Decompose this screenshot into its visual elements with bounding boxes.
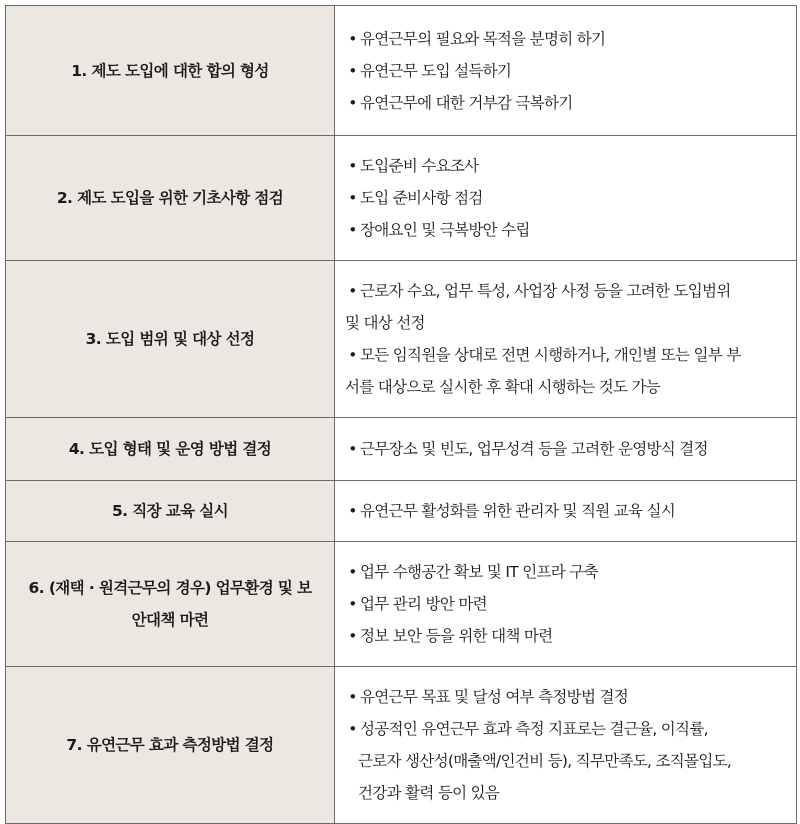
- table-row: [6, 6, 797, 136]
- step-cell: 2. 제도 도입을 위한 기초사항 점검: [6, 136, 335, 261]
- flexible-work-steps-table: [5, 5, 797, 824]
- list-item: • 유연근무의 필요와 목적을 분명히 하기: [348, 29, 606, 48]
- list-item: • 정보 보안 등을 위한 대책 마련: [348, 627, 553, 645]
- list-item: • 유연근무에 대한 거부감 극복하기: [348, 93, 573, 112]
- description-cell: [335, 261, 797, 418]
- list-item: • 모든 임직원을 상대로 전면 시행하거나, 개인별 또는 일부 부: [348, 346, 741, 364]
- description-cell: [335, 542, 797, 667]
- list-item: • 유연근무 도입 설득하기: [348, 61, 512, 80]
- list-item: • 근로자 수요, 업무 특성, 사업장 사정 등을 고려한 도입범위: [348, 282, 731, 300]
- step-line: 6. (재택 · 원격근무의 경우) 업무환경 및 보: [28, 579, 312, 597]
- table-row: [6, 667, 797, 824]
- table-row: [6, 136, 797, 261]
- description-cell: [335, 6, 797, 136]
- table-row: [6, 542, 797, 667]
- description-cell: [335, 667, 797, 824]
- step-cell: 7. 유연근무 효과 측정방법 결정: [6, 667, 335, 824]
- list-item: • 도입준비 수요조사: [348, 157, 479, 175]
- list-item-continuation: 건강과 활력 등이 있음: [358, 784, 500, 802]
- step-cell: 5. 직장 교육 실시: [6, 481, 335, 542]
- list-item-continuation: 근로자 생산성(매출액/인건비 등), 직무만족도, 조직몰입도,: [358, 752, 732, 770]
- table-row: [6, 261, 797, 418]
- list-item: • 유연근무 목표 및 달성 여부 측정방법 결정: [348, 688, 629, 706]
- list-item-continuation: 서를 대상으로 실시한 후 확대 시행하는 것도 가능: [345, 378, 661, 396]
- list-item: • 성공적인 유연근무 효과 측정 지표로는 결근율, 이직률,: [348, 720, 708, 738]
- list-item-continuation: 및 대상 선정: [345, 314, 425, 332]
- list-item: • 근무장소 및 빈도, 업무성격 등을 고려한 운영방식 결정: [348, 440, 708, 458]
- table-row: [6, 481, 797, 542]
- step-cell: 4. 도입 형태 및 운영 방법 결정: [6, 418, 335, 481]
- list-item: • 장애요인 및 극복방안 수립: [348, 221, 530, 239]
- list-item: • 업무 관리 방안 마련: [348, 595, 487, 613]
- table-row: [6, 418, 797, 481]
- description-cell: [335, 418, 797, 481]
- list-item: • 업무 수행공간 확보 및 IT 인프라 구축: [348, 563, 598, 581]
- step-line: 안대책 마련: [131, 611, 209, 629]
- step-cell: [6, 542, 335, 667]
- description-cell: [335, 481, 797, 542]
- step-cell: 1. 제도 도입에 대한 합의 형성: [6, 6, 335, 136]
- step-cell: 3. 도입 범위 및 대상 선정: [6, 261, 335, 418]
- list-item: • 유연근무 활성화를 위한 관리자 및 직원 교육 실시: [348, 502, 676, 520]
- description-cell: [335, 136, 797, 261]
- list-item: • 도입 준비사항 점검: [348, 189, 483, 207]
